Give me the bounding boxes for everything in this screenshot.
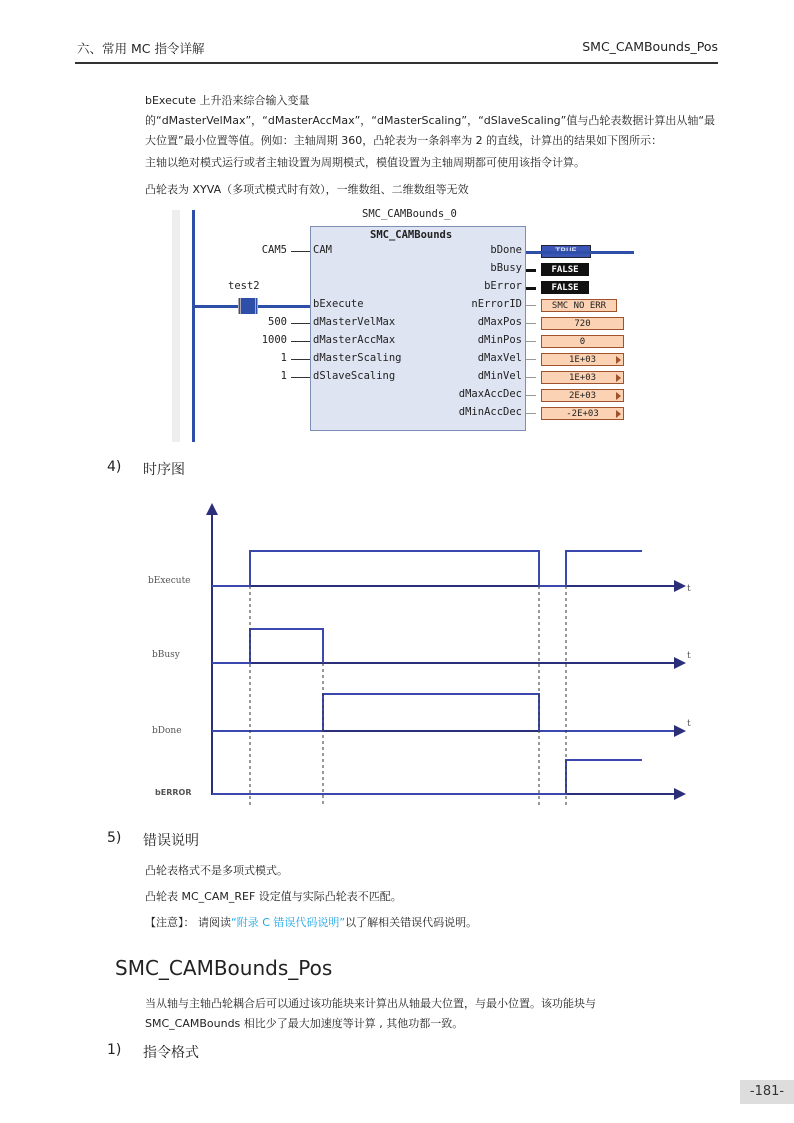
fb-output-value — [541, 371, 624, 384]
output-wire — [526, 269, 536, 272]
intro-paragraph: 凸轮表为 XYVA（多项式模式时有效），一维数组、二维数组等无效 — [145, 183, 469, 196]
section-heading: 时序图 — [143, 462, 185, 478]
fb-input-value[interactable]: 1 — [280, 352, 287, 364]
value-text: 0 — [579, 337, 586, 347]
section-heading: 指令格式 — [143, 1045, 199, 1061]
fb-instance-name: SMC_CAMBounds_0 — [362, 208, 457, 220]
fb-output-value — [541, 263, 589, 276]
time-label: t — [687, 584, 691, 594]
time-label: t — [687, 719, 691, 729]
done-wire — [526, 251, 634, 254]
arrow-icon — [674, 725, 686, 737]
fb-input-pin: bExecute — [313, 298, 364, 310]
fb-output-pin: nErrorID — [471, 298, 522, 310]
fb-output-value — [541, 299, 617, 312]
note-prefix: 【注意】： 请阅读 — [145, 916, 231, 929]
bexecute-signal — [212, 551, 642, 586]
fb-output-pin: dMaxPos — [477, 316, 522, 328]
bbusy-signal — [212, 629, 323, 663]
output-wire — [526, 323, 536, 324]
berror-signal — [212, 760, 642, 794]
fb-output-pin: bBusy — [490, 262, 522, 274]
expand-arrow-icon[interactable] — [616, 410, 621, 418]
fb-input-pin: dMasterScaling — [313, 352, 402, 364]
fb-output-pin: dMinVel — [477, 370, 522, 382]
ladder-margin — [172, 210, 180, 442]
fb-output-value — [541, 353, 624, 366]
fb-output-value — [541, 335, 624, 348]
input-wire — [291, 377, 310, 378]
expand-arrow-icon[interactable] — [616, 392, 621, 400]
expand-arrow-icon[interactable] — [616, 374, 621, 382]
fb-input-pin: dMasterVelMax — [313, 316, 396, 328]
value-text: -2E+03 — [566, 409, 599, 419]
output-wire — [526, 341, 536, 342]
fb-input-pin: dMasterAccMax — [313, 334, 396, 346]
fb-input-pin: CAM — [313, 244, 332, 256]
error-item: 凸轮表 MC_CAM_REF 设定值与实际凸轮表不匹配。 — [145, 890, 402, 903]
output-wire — [526, 377, 536, 378]
input-wire — [291, 251, 310, 252]
appendix-link[interactable]: “附录 C 错误代码说明” — [231, 916, 346, 929]
output-wire — [526, 305, 536, 306]
fb-output-pin: bDone — [490, 244, 522, 256]
signal-label: bExecute — [148, 576, 191, 586]
time-label: t — [687, 651, 691, 661]
bdone-signal — [212, 694, 676, 731]
fb-output-value — [541, 317, 624, 330]
signal-label: bERROR — [155, 788, 192, 797]
function-title: SMC_CAMBounds_Pos — [115, 956, 333, 980]
fb-output-value — [541, 407, 624, 420]
page-number: -181- — [740, 1080, 794, 1104]
output-wire — [526, 413, 536, 414]
fb-output-pin: dMaxAccDec — [458, 388, 522, 400]
section-heading: 错误说明 — [143, 833, 199, 849]
intro-paragraph: bExecute 上升沿来综合输入变量的“dMasterVelMax”，“dMasterAccMax”，“dMasterScaling”，“dSlaveScaling”值与凸轮表数据计算出从轴“最大位置”最小位置等值。例如：主轴周期 360，凸轮表为一条斜率为 2 的直线，计算出的结果如下图所示： — [145, 94, 716, 147]
value-text: 2E+03 — [568, 391, 597, 401]
contact-test2[interactable] — [238, 298, 258, 314]
signal-label: bDone — [152, 726, 182, 736]
section-number: 5) — [107, 830, 122, 846]
error-item: 凸轮表格式不是多项式模式。 — [145, 864, 288, 877]
intro-paragraph: 主轴以绝对模式运行或者主轴设置为周期模式，模值设置为主轴周期都可使用该指令计算。 — [145, 156, 585, 169]
fb-type: SMC_CAMBounds — [370, 229, 453, 241]
y-axis-arrow — [206, 503, 218, 515]
fb-input-value[interactable]: CAM5 — [261, 244, 287, 256]
output-wire — [526, 359, 536, 360]
note-suffix: 以了解相关错误代码说明。 — [345, 916, 478, 929]
value-text: 720 — [574, 319, 591, 329]
note — [145, 913, 720, 933]
power-rail — [192, 210, 195, 442]
fb-input-value[interactable]: 1 — [280, 370, 287, 382]
value-text: FALSE — [551, 283, 579, 293]
fb-output-pin: dMaxVel — [477, 352, 522, 364]
fb-output-pin: dMinAccDec — [458, 406, 522, 418]
input-wire — [291, 359, 310, 360]
function-description: 当从轴与主轴凸轮耦合后可以通过该功能块来计算出从轴最大位置，与最小位置。该功能块与 SMC_CAMBounds 相比少了最大加速度等计算 , 其他功都一致。 — [145, 997, 596, 1030]
output-wire — [526, 287, 536, 290]
arrow-icon — [674, 788, 686, 800]
fb-input-value[interactable]: 500 — [268, 316, 287, 328]
arrow-icon — [674, 657, 686, 669]
header-divider — [75, 62, 718, 64]
fb-output-pin: dMinPos — [477, 334, 522, 346]
value-text: FALSE — [551, 265, 579, 275]
fb-output-value — [541, 389, 624, 402]
value-text: 1E+03 — [568, 373, 597, 383]
arrow-icon — [674, 580, 686, 592]
input-wire — [291, 341, 310, 342]
fb-input-pin: dSlaveScaling — [313, 370, 396, 382]
section-title: SMC_CAMBounds_Pos — [582, 39, 718, 54]
function-block[interactable] — [310, 226, 526, 431]
input-wire — [291, 323, 310, 324]
value-text: SMC NO ERR — [551, 301, 607, 311]
chapter-title: 六、常用 MC 指令详解 — [77, 41, 205, 56]
section-number: 1) — [107, 1042, 122, 1058]
timing-diagram — [0, 495, 794, 815]
expand-arrow-icon[interactable] — [616, 356, 621, 364]
fb-output-value — [541, 281, 589, 294]
fb-input-value[interactable]: 1000 — [261, 334, 287, 346]
section-number: 4) — [107, 459, 122, 475]
fb-output-pin: bError — [484, 280, 522, 292]
output-wire — [526, 395, 536, 396]
contact-label: test2 — [228, 280, 260, 292]
value-text: 1E+03 — [568, 355, 597, 365]
signal-label: bBusy — [152, 650, 180, 660]
